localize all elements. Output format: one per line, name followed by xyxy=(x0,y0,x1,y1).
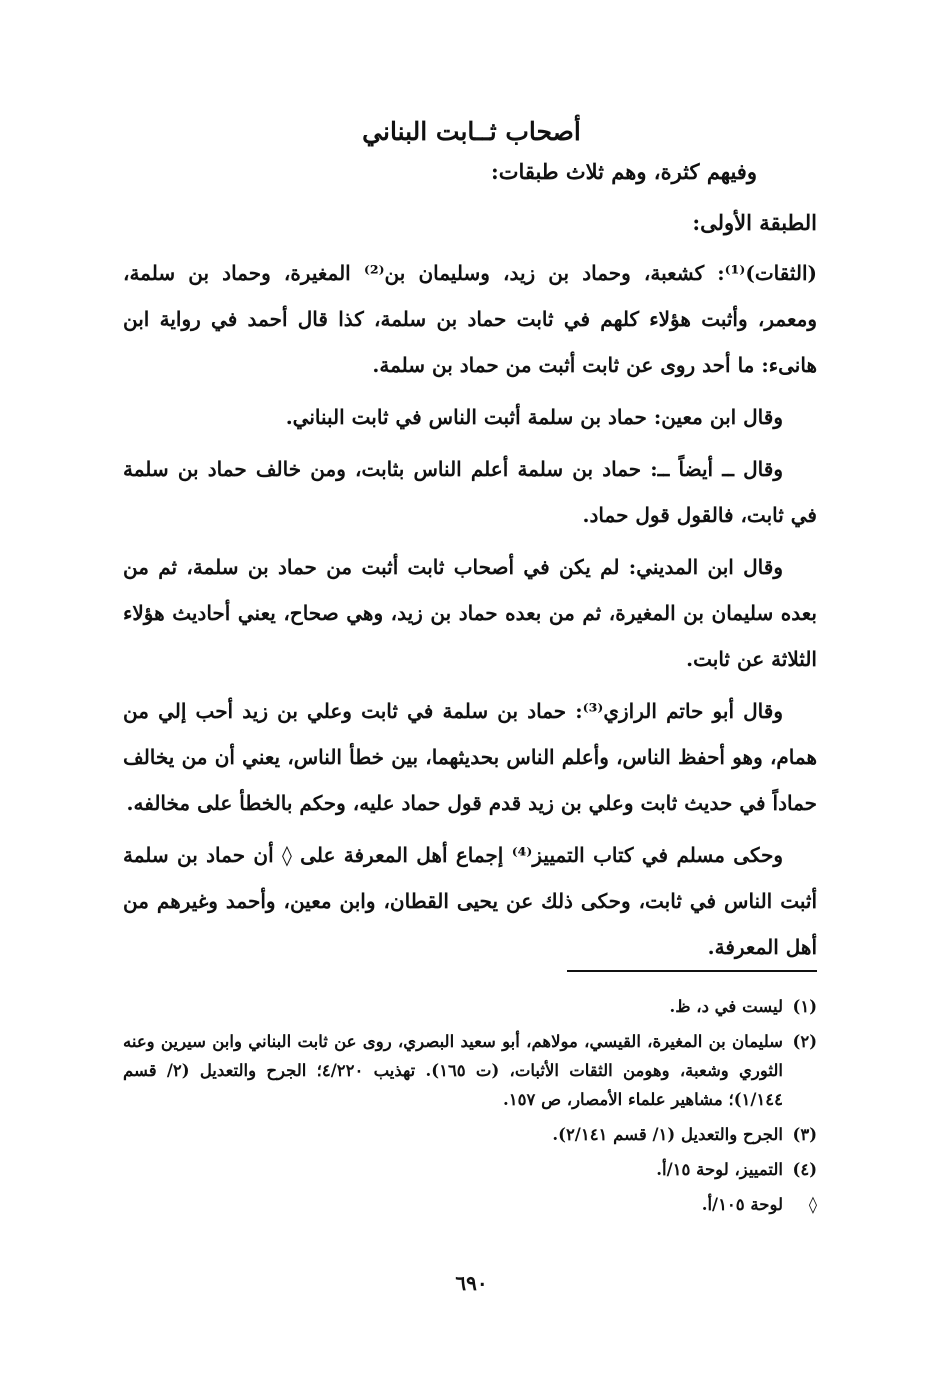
footnote-item xyxy=(123,1120,817,1149)
footnote-mark: (١) xyxy=(792,997,817,1016)
footnote-item xyxy=(123,1027,817,1114)
paragraph-ibn-al-madini: وقال ابن المديني: لم يكن في أصحاب ثابت أثبت من حماد بن سلمة، ثم من بعده سليمان بن المغيرة، ثم من بعده حماد بن زيد، وهي صحاح، يعني أحاديث هؤلاء الثلاثة عن ثابت. xyxy=(123,555,817,671)
footnote-text: لوحة ١٠٥/أ. xyxy=(701,1195,783,1214)
section-heading: الطبقة الأولى: xyxy=(692,210,817,235)
footnote-mark: (٢) xyxy=(792,1032,817,1051)
footnote-mark: (٤) xyxy=(792,1160,817,1179)
paragraph-abu-hatim: وقال أبو حاتم الرازي⁽³⁾: حماد بن سلمة في ثابت وعلي بن زيد أحب إلي من همام، وهو أحفظ الناس، وأعلم الناس بحديثهما، بين خطأ الناس، يعني أن من يخالف حماداً في حديث ثابت وعلي بن زيد قدم قول حماد عليه، وحكم بالخطأ على مخالفه. xyxy=(123,699,817,815)
footnote-separator xyxy=(567,970,817,972)
main-text xyxy=(123,250,817,976)
footnote-text: الجرح والتعديل (١/ قسم ٢/١٤١). xyxy=(552,1125,783,1144)
footnotes xyxy=(123,992,817,1225)
page-number: ٦٩٠ xyxy=(455,1271,488,1295)
footnote-item xyxy=(123,1190,817,1219)
footnote-text: التمييز، لوحة ١٥/أ. xyxy=(656,1160,783,1179)
paragraph-ibn-maeen: وقال ابن معين: حماد بن سلمة أثبت الناس في ثابت البناني. xyxy=(285,405,783,429)
footnote-mark: (٣) xyxy=(792,1125,817,1144)
footnote-mark: ◊ xyxy=(808,1195,817,1214)
paragraph-thiqat: (الثقات)⁽¹⁾: كشعبة، وحماد بن زيد، وسليمان بن⁽²⁾ المغيرة، وحماد بن سلمة، ومعمر، وأثبت هؤلاء كلهم في ثابت حماد بن سلمة، كذا قال أحمد في رواية ابن هانىء: ما أحد روى عن ثابت أثبت من حماد بن سلمة. xyxy=(123,261,818,377)
footnote-item xyxy=(123,992,817,1021)
paragraph-ibn-maeen-also: وقال ــ أيضاً ــ: حماد بن سلمة أعلم الناس بثابت، ومن خالف حماد بن سلمة في ثابت، فالقول قول حماد. xyxy=(123,457,817,527)
intro-line: وفيهم كثرة، وهم ثلاث طبقات: xyxy=(490,159,757,184)
footnote-text: سليمان بن المغيرة، القيسي، مولاهم، أبو سعيد البصري، روى عن ثابت البناني وابن سيرين وعنه الثوري وشعبة، وهومن الثقات الأثبات، (ت ١٦٥). تهذيب ٤/٢٢٠؛ الجرح والتعديل (٢/ قسم ١/١٤٤)؛ مشاهير علماء الأمصار، ص ١٥٧. xyxy=(123,1032,783,1109)
chapter-title: أصحاب ثــابت البناني xyxy=(362,117,581,146)
paragraph-muslim-tamyiz: وحكى مسلم في كتاب التمييز⁽⁴⁾ إجماع أهل المعرفة على ◊ أن حماد بن سلمة أثبت الناس في ثابت، وحكى ذلك عن يحيى القطان، وابن معين، وأحمد وغيرهم من أهل المعرفة. xyxy=(123,843,817,959)
footnote-text: ليست في د، ظ. xyxy=(669,997,783,1016)
footnote-item xyxy=(123,1155,817,1184)
